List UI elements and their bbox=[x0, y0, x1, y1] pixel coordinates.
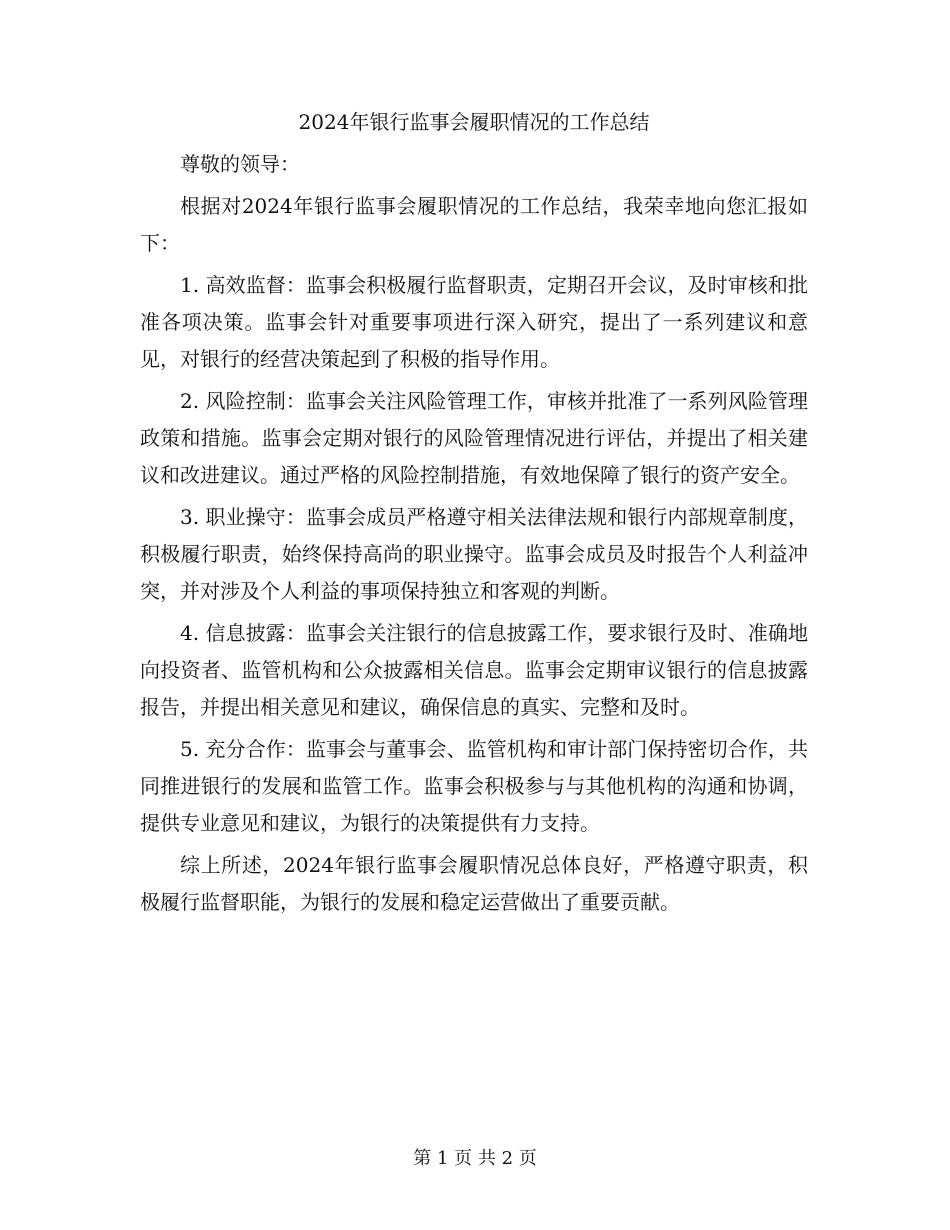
item-paragraph-3: 3. 职业操守：监事会成员严格遵守相关法律法规和银行内部规章制度，积极履行职责，始终保持高尚的职业操守。监事会成员及时报告个人利益冲突，并对涉及个人利益的事项保持独立和客观的判断。 bbox=[140, 505, 808, 603]
document-title: 2024年银行监事会履职情况的工作总结 bbox=[298, 110, 650, 134]
item-paragraph-5: 5. 充分合作：监事会与董事会、监管机构和审计部门保持密切合作，共同推进银行的发展和监管工作。监事会积极参与与其他机构的沟通和协调，提供专业意见和建议，为银行的决策提供有力支持。 bbox=[140, 737, 808, 835]
item-paragraph-1: 1. 高效监督：监事会积极履行监督职责，定期召开会议，及时审核和批准各项决策。监事会针对重要事项进行深入研究，提出了一系列建议和意见，对银行的经营决策起到了积极的指导作用。 bbox=[140, 273, 808, 371]
item-paragraph-2: 2. 风险控制：监事会关注风险管理工作，审核并批准了一系列风险管理政策和措施。监事会定期对银行的风险管理情况进行评估，并提出了相关建议和改进建议。通过严格的风险控制措施，有效地保障了银行的资产安全。 bbox=[140, 389, 808, 487]
conclusion-paragraph: 综上所述，2024年银行监事会履职情况总体良好，严格遵守职责，积极履行监督职能，为银行的发展和稳定运营做出了重要贡献。 bbox=[140, 853, 808, 914]
page-number-footer: 第 1 页 共 2 页 bbox=[413, 1148, 537, 1169]
document-body bbox=[140, 102, 808, 921]
intro-paragraph: 根据对2024年银行监事会履职情况的工作总结，我荣幸地向您汇报如下： bbox=[140, 194, 808, 255]
item-paragraph-4: 4. 信息披露：监事会关注银行的信息披露工作，要求银行及时、准确地向投资者、监管机构和公众披露相关信息。监事会定期审议银行的信息披露报告，并提出相关意见和建议，确保信息的真实、完整和及时。 bbox=[140, 621, 808, 719]
salutation: 尊敬的领导： bbox=[180, 152, 300, 176]
